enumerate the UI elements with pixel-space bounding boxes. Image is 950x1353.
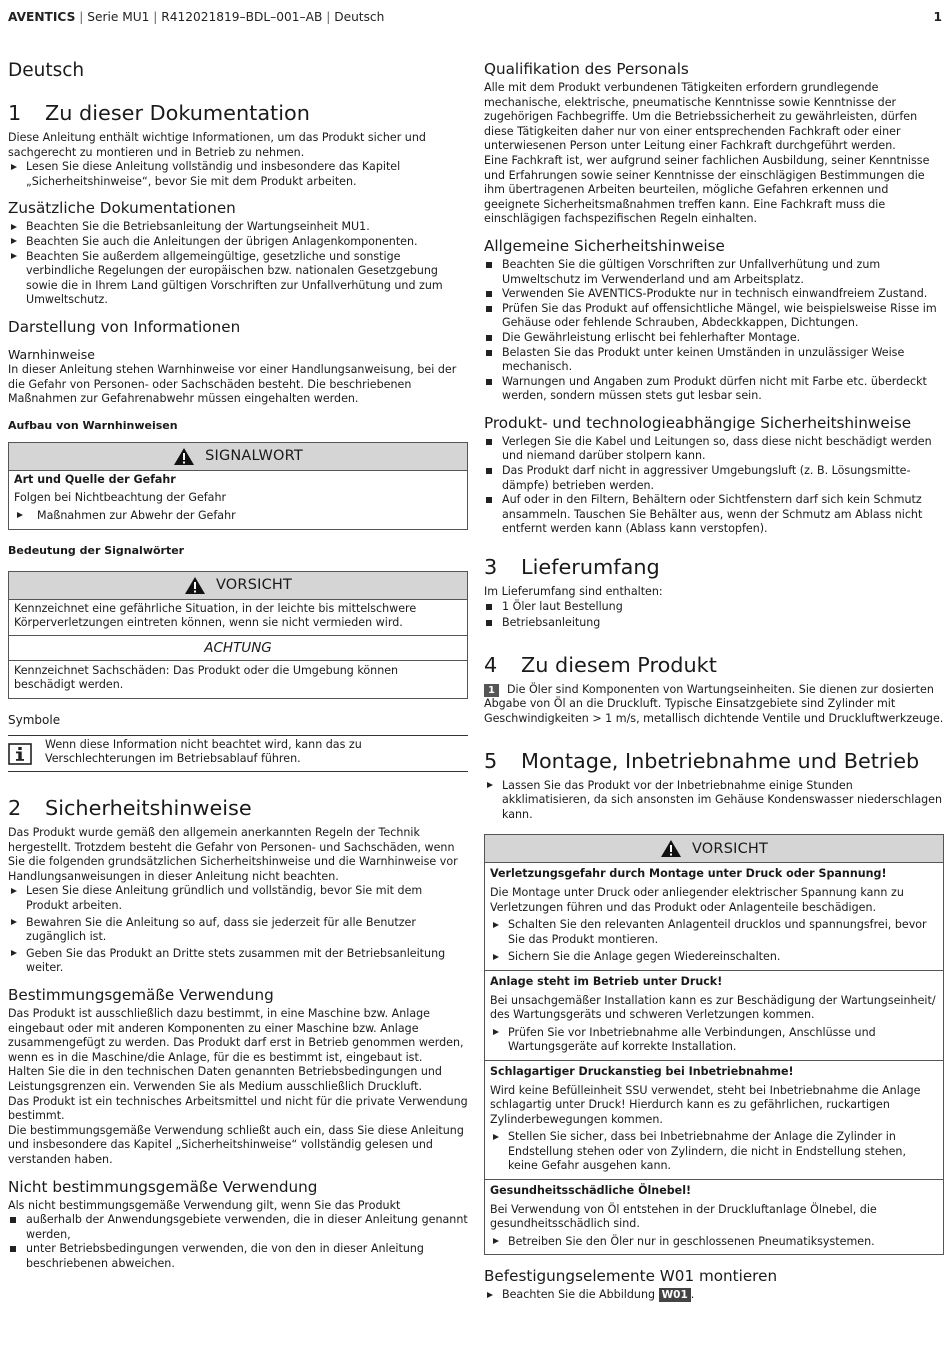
list-item: Die Gewährleistung erlischt bei fehlerhafter Montage. — [484, 331, 944, 346]
list-item: Stellen Sie sicher, dass bei Inbetriebnahme der Anlage die Zylinder in Endstellung stehen oder von Zylindern, die nicht in Endstellung stehen, keine Gefahr ausgehen kann. — [490, 1130, 938, 1174]
list-item: Geben Sie das Produkt an Dritte stets zusammen mit der Betriebsanleitung weiter. — [8, 947, 468, 976]
list-item: Lassen Sie das Produkt vor der Inbetriebnahme einige Stunden akklimatisieren, da sich ansonsten im Gehäuse Kondenswasser niederschlagen kann. — [484, 779, 944, 823]
achtung-header: ACHTUNG — [9, 635, 467, 661]
warning-title: Schlagartiger Druckanstieg bei Inbetriebnahme! — [490, 1064, 794, 1078]
section-3-bullets — [484, 600, 944, 631]
warning-title: Anlage steht im Betrieb unter Druck! — [490, 974, 723, 988]
document-number: R412021819–BDL–001–AB — [161, 10, 323, 24]
figure-reference: 1 — [484, 684, 499, 697]
section-2-intro: Das Produkt wurde gemäß den allgemein anerkannten Regeln der Technik hergestellt. Trotzdem besteht die Gefahr von Personen- und Sachschäden, wenn Sie die folgenden grundsätzlichen Sicherheitshinweise und die Warnhinweise vor Handlungsanweisungen in dieser Anleitung nicht beachten. — [8, 826, 458, 883]
list-item: Lesen Sie diese Anleitung gründlich und vollständig, bevor Sie mit dem Produkt arbeiten. — [8, 884, 468, 913]
list-item: außerhalb der Anwendungsgebiete verwenden, die in dieser Anleitung genannt werden, — [8, 1213, 468, 1242]
list-item: Schalten Sie den relevanten Anlagenteil drucklos und spannungsfrei, bevor Sie das Produkt montieren. — [490, 918, 938, 947]
befestigung-heading: Befestigungselemente W01 montieren — [484, 1267, 778, 1286]
page-header: AVENTICS | Serie MU1 | R412021819–BDL–001–AB | Deutsch 1 — [8, 10, 942, 24]
warning-section — [485, 1179, 943, 1254]
list-item: 1 Öler laut Bestellung — [484, 600, 944, 615]
symbol-text: Wenn diese Information nicht beachtet wird, kann das zu Verschlechterungen im Betriebsablauf führen. — [45, 737, 362, 766]
warning-triangle-icon — [184, 576, 206, 595]
section-3-intro: Im Lieferumfang sind enthalten: — [484, 585, 663, 599]
warning-text: Wird keine Befülleinheit SSU verwendet, steht bei Inbetriebnahme die Anlage schlagartig unter Druck! Hierdurch kann es zu gefährlichen, ruckartigen Zylinderbewegungen kommen. — [490, 1083, 921, 1126]
section-2-heading: 2 Sicherheitshinweise — [8, 796, 252, 821]
list-item: Verlegen Sie die Kabel und Leitungen so, dass diese nicht beschädigt werden und niemand darüber stolpern kann. — [484, 435, 944, 464]
hazard-measure: Maßnahmen zur Abwehr der Gefahr — [14, 509, 462, 524]
list-item: Beachten Sie die Abbildung W01 . — [484, 1288, 944, 1303]
bedeutung-heading: Bedeutung der Signalwörter — [8, 543, 185, 557]
list-item: Prüfen Sie vor Inbetriebnahme alle Verbindungen, Anschlüsse und Wartungsgeräte auf korrekte Installation. — [490, 1026, 938, 1055]
series-name: Serie MU1 — [87, 10, 150, 24]
hazard-type: Art und Quelle der Gefahr — [14, 472, 176, 486]
section-4-heading: 4 Zu diesem Produkt — [484, 652, 717, 677]
section-3-heading: 3 Lieferumfang — [484, 555, 660, 580]
language-title: Deutsch — [8, 60, 85, 81]
section-5-heading: 5 Montage, Inbetriebnahme und Betrieb — [484, 748, 920, 773]
warning-text: Bei Verwendung von Öl entstehen in der Druckluftanlage Ölnebel, die gesundheitsschädlich sind. — [490, 1202, 877, 1231]
list-item: Betriebsanleitung — [484, 616, 944, 631]
zusatz-heading: Zusätzliche Dokumentationen — [8, 199, 236, 218]
signal-word: SIGNALWORT — [205, 448, 303, 465]
allgemeine-sicherheit-heading: Allgemeine Sicherheitshinweise — [484, 236, 725, 255]
paragraph: Eine Fachkraft ist, wer aufgrund seiner fachlichen Ausbildung, seiner Kenntnisse und Erfahrungen sowie seiner Kenntnisse der einschlägigen Bestimmungen die ihm übertragenen Arbeiten beurteilen, mögliche Gefahren erkennen und geeignete Sicherheitsmaßnahmen treffen kann. Eine Fachkraft muss die einschlägigen fachspezifischen Regeln einhalten. — [484, 153, 930, 226]
nicht-bestimmung-heading: Nicht bestimmungsgemäße Verwendung — [8, 1177, 318, 1196]
right-column — [484, 58, 944, 1303]
symbole-heading: Symbole — [8, 712, 61, 727]
info-icon — [8, 738, 45, 767]
list-item: Prüfen Sie das Produkt auf offensichtliche Mängel, wie beispielsweise Risse im Gehäuse oder fehlende Schrauben, Abdeckkappen, Dichtungen. — [484, 302, 944, 331]
warning-section — [485, 970, 943, 1060]
list-item: Betreiben Sie den Öler nur in geschlossenen Pneumatiksystemen. — [490, 1235, 938, 1250]
list-item: Auf oder in den Filtern, Behältern oder Sichtfenstern darf sich kein Schmutz ansammeln. Tauschen Sie Behälter aus, wenn der Schmutz am Ablass nicht entfernt werden kann (Ablass kann verstopfen). — [484, 493, 944, 537]
paragraph: Das Produkt ist ein technisches Arbeitsmittel und nicht für die private Verwendung bestimmt. — [8, 1094, 468, 1123]
vorsicht-body — [9, 600, 467, 635]
section-4-text: 1 Die Öler sind Komponenten von Wartungseinheiten. Sie dienen zur dosierten Abgabe von Öl an die Druckluft. Typische Einsatzgebiete sind Zylinder mit Geschwindigkeiten > 1 m/s, metallisch dichtende Ventile und Druckluftwerkzeuge. — [484, 682, 944, 725]
vorsicht-word: VORSICHT — [691, 840, 769, 857]
section-1-bullets — [8, 160, 468, 189]
paragraph: Das Produkt ist ausschließlich dazu bestimmt, in eine Maschine bzw. Anlage eingebaut oder mit anderen Komponenten zu einer Maschine bzw. Anlage zusammengefügt zu werden. Das Produkt darf erst in Betrieb genommen werden, wenn es in die Maschine/die Anlage, für die es bestimmt ist, eingebaut ist. — [8, 1007, 464, 1064]
list-item: Beachten Sie außerdem allgemeingültige, gesetzliche und sonstige verbindliche Regelungen der europäischen bzw. nationalen Gesetzgebung sowie die in Ihrem Land gültigen Vorschriften zur Unfallverhütung und zum Umweltschutz. — [8, 250, 468, 308]
section-2-bullets — [8, 884, 468, 976]
warning-triangle-icon — [173, 447, 195, 466]
symbol-row — [8, 735, 468, 772]
warning-text: Die Montage unter Druck oder anliegender elektrischer Spannung kann zu Verletzungen führen und das Produkt oder Anlagenteile beschädigen. — [490, 885, 904, 914]
list-item: Verwenden Sie AVENTICS-Produkte nur in technisch einwandfreiem Zustand. — [484, 287, 944, 302]
produkt-sicherheit-heading: Produkt- und technologieabhängige Sicherheitshinweise — [484, 413, 912, 432]
warning-title: Verletzungsgefahr durch Montage unter Druck oder Spannung! — [490, 867, 887, 881]
achtung-body — [9, 661, 467, 698]
warnhinweise-text: In dieser Anleitung stehen Warnhinweise vor einer Handlungsanweisung, bei der die Gefahr von Personen- oder Sachschäden besteht. Die beschriebenen Maßnahmen zur Gefahrenabwehr müssen eingehalten werden. — [8, 362, 457, 406]
list-item: Lesen Sie diese Anleitung vollständig und insbesondere das Kapitel „Sicherheitshinweise“, bevor Sie mit dem Produkt arbeiten. — [8, 160, 468, 189]
figure-reference-w01: W01 — [659, 1288, 691, 1302]
section-1-intro: Diese Anleitung enthält wichtige Informationen, um das Produkt sicher und sachgerecht zu montieren und in Betrieb zu nehmen. — [8, 131, 426, 159]
hazard-consequence: Folgen bei Nichtbeachtung der Gefahr — [14, 491, 227, 505]
warning-triangle-icon — [660, 839, 682, 858]
list-item: Bewahren Sie die Anleitung so auf, dass sie jederzeit für alle Benutzer zugänglich ist. — [8, 916, 468, 945]
list-item: Beachten Sie die Betriebsanleitung der Wartungseinheit MU1. — [8, 220, 468, 235]
warning-section — [485, 863, 943, 970]
list-item: Beachten Sie die gültigen Vorschriften zur Unfallverhütung und zum Umweltschutz im Verwenderland und am Arbeitsplatz. — [484, 258, 944, 287]
page-number: 1 — [933, 10, 942, 24]
paragraph: Halten Sie die in den technischen Daten genannten Betriebsbedingungen und Leistungsgrenzen ein. Verwenden Sie als Medium ausschließlich Druckluft. — [8, 1065, 442, 1093]
vorsicht-header — [9, 572, 467, 600]
aufbau-heading: Aufbau von Warnhinweisen — [8, 418, 178, 432]
vorsicht-box — [484, 834, 944, 1255]
befestigung-bullets — [484, 1288, 944, 1303]
warning-section — [485, 1060, 943, 1179]
vorsicht-header — [485, 835, 943, 863]
paragraph: Alle mit dem Produkt verbundenen Tätigkeiten erfordern grundlegende mechanische, elektrische, pneumatische Kenntnisse sowie Kenntnisse der zugehörigen Fachbegriffe. Um die Betriebssicherheit zu gewährleisten, dürfen diese Tätigkeiten daher nur von einer entsprechenden Fachkraft oder einer unterwiesenen Person unter Leitung einer Fachkraft durchgeführt werden. — [484, 81, 918, 153]
vorsicht-text: Kennzeichnet eine gefährliche Situation, in der leichte bis mittelschwere Körperverletzungen eintreten können, wenn sie nicht vermieden wird. — [14, 601, 417, 630]
list-item: Beachten Sie auch die Anleitungen der übrigen Anlagenkomponenten. — [8, 235, 468, 250]
warning-structure-box — [8, 442, 468, 530]
vorsicht-word: VORSICHT — [215, 577, 293, 593]
paragraph: Die bestimmungsgemäße Verwendung schließt auch ein, dass Sie diese Anleitung und insbesondere das Kapitel „Sicherheitshinweise“ vollständig gelesen und verstanden haben. — [8, 1123, 464, 1166]
list-item: Das Produkt darf nicht in aggressiver Umgebungsluft (z. B. Lösungsmittedämpfe) betrieben werden. — [484, 464, 944, 493]
brand-name: AVENTICS — [8, 10, 76, 24]
signal-body — [9, 471, 467, 529]
list-item: Warnungen und Angaben zum Produkt dürfen nicht mit Farbe etc. überdeckt werden, sondern müssen stets gut lesbar sein. — [484, 375, 944, 404]
document-language: Deutsch — [334, 10, 385, 24]
darstellung-heading: Darstellung von Informationen — [8, 317, 241, 336]
nicht-bestimmung-bullets — [8, 1213, 468, 1271]
list-item: unter Betriebsbedingungen verwenden, die von den in dieser Anleitung beschriebenen abweichen. — [8, 1242, 468, 1271]
nicht-bestimmung-intro: Als nicht bestimmungsgemäße Verwendung gilt, wenn Sie das Produkt — [8, 1198, 401, 1212]
achtung-text: Kennzeichnet Sachschäden: Das Produkt oder die Umgebung können beschädigt werden. — [14, 663, 399, 692]
signal-header — [9, 443, 467, 471]
produkt-bullets — [484, 435, 944, 537]
warning-title: Gesundheitsschädliche Ölnebel! — [490, 1184, 692, 1198]
list-item: Belasten Sie das Produkt unter keinen Umständen in unzulässiger Weise mechanisch. — [484, 346, 944, 375]
left-column — [8, 58, 468, 1272]
bestimmung-heading: Bestimmungsgemäße Verwendung — [8, 986, 274, 1004]
zusatz-bullets — [8, 220, 468, 308]
signal-words-box — [8, 571, 468, 699]
warning-text: Bei unsachgemäßer Installation kann es zur Beschädigung der Wartungseinheit/ des Wartungsgeräts und schweren Verletzungen kommen. — [490, 993, 936, 1022]
section-1-heading: 1 Zu dieser Dokumentation — [8, 101, 310, 125]
list-item: Sichern Sie die Anlage gegen Wiedereinschalten. — [490, 950, 938, 965]
allgemeine-bullets — [484, 258, 944, 404]
section-5-bullets — [484, 779, 944, 823]
qualifikation-heading: Qualifikation des Personals — [484, 60, 689, 78]
warnhinweise-heading: Warnhinweise — [8, 346, 95, 362]
